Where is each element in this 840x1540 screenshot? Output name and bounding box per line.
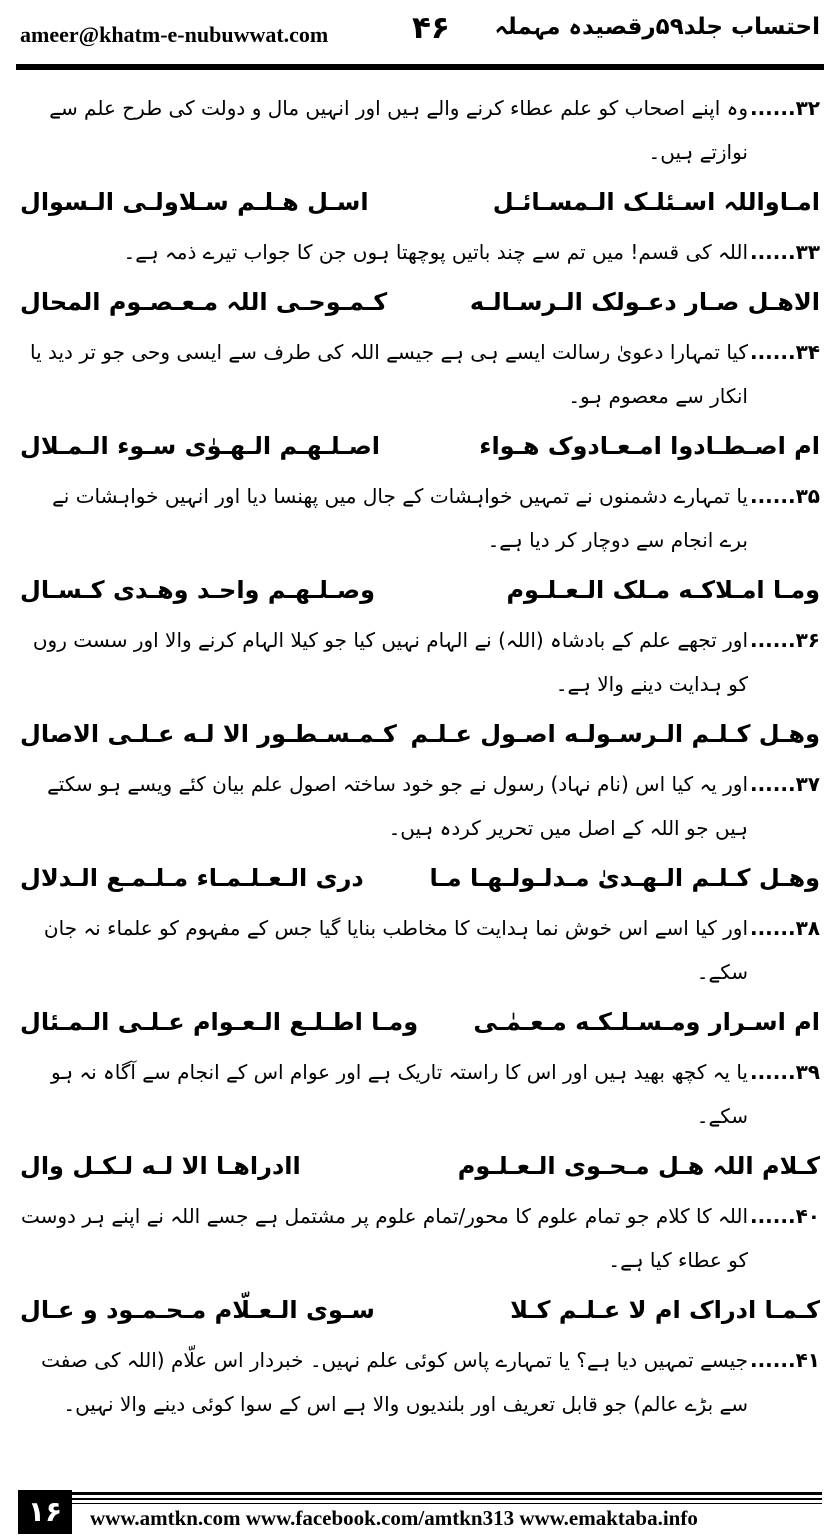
translation-line: [20, 330, 820, 418]
verse-hemistich-left: سـوی الـعـلّام مـحـمـود و عـال: [20, 1296, 375, 1324]
translation-text: کیا تمہارا دعویٰ رسالت ایسے ہی ہے جیسے اللہ کی طرف سے ایسی وحی جو تر دید یا انکار سے معصوم ہو۔: [29, 340, 748, 408]
entry-33: [20, 174, 820, 274]
entry-number: ۳۳......: [749, 240, 820, 264]
entry-39: [20, 994, 820, 1138]
verse-hemistich-right: وهـل کـلـم الـهـدیٰ مـدلـولـهـا مـا: [429, 864, 820, 892]
entry-number: ۳۷......: [749, 772, 820, 796]
translation-line: [20, 762, 820, 850]
entry-number: ۴۱......: [749, 1348, 820, 1372]
entry-number: ۳۶......: [749, 628, 820, 652]
translation-line: [20, 86, 820, 174]
verse-hemistich-left: اسـل هـلـم سـلاولـی الـسوال: [20, 188, 369, 216]
footer-rule: [72, 1498, 822, 1500]
footer-page-number: ۱۶: [18, 1490, 72, 1534]
translation-text: وہ اپنے اصحاب کو علم عطاء کرنے والے ہیں اور انہیں مال و دولت کی طرح علم سے نوازتے ہیں۔: [49, 96, 748, 164]
translation-text: اور تجھے علم کے بادشاہ (اللہ) نے الہام نہیں کیا جو کیلا الہام کرنے والا اور سست روں کو ہدایت دینے والا ہے۔: [32, 628, 748, 696]
page-header: [16, 0, 824, 66]
verse-hemistich-left: کـمـوحـی اللہ مـعـصـوم المحال: [20, 288, 388, 316]
verse-hemistich-left: وصـلـهـم واحـد وهـدی کـسـال: [20, 576, 375, 604]
translation-text: یا تمہارے دشمنوں نے تمہیں خواہشات کے جال میں پھنسا دیا اور انہیں خواہشات نے برے انجام سے دوچار کر دیا ہے۔: [52, 484, 748, 552]
verse-hemistich-right: ام اسـرار ومـسـلـکـه مـعـمٰـی: [473, 1008, 820, 1036]
verse-line: [20, 706, 820, 762]
header-page-number: ۴۶: [412, 10, 450, 46]
verse-line: [20, 562, 820, 618]
verse-line: [20, 274, 820, 330]
verse-line: [20, 418, 820, 474]
content: [20, 82, 820, 1426]
verse-hemistich-left: ومـا اطـلـع الـعـوام عـلـی الـمـئال: [20, 1008, 419, 1036]
entry-32: [20, 86, 820, 174]
entry-34: [20, 274, 820, 418]
footer-urls[interactable]: www.amtkn.com www.facebook.com/amtkn313 www.emaktaba.info: [90, 1506, 698, 1530]
translation-line: [20, 1338, 820, 1426]
entry-36: [20, 562, 820, 706]
verse-hemistich-right: ام اصـطـادوا امـعـادوک هـواء: [479, 432, 820, 460]
entry-number: ۳۲......: [749, 96, 820, 120]
verse-hemistich-left: کـمـسـطـور الا لـه عـلـی الاصال: [20, 720, 397, 748]
entry-40: [20, 1138, 820, 1282]
translation-text: اور یہ کیا اس (نام نہاد) رسول نے جو خود ساختہ اصول علم بیان کئے ویسے ہو سکتے ہیں جو اللہ کے اصل میں تحریر کردہ ہیں۔: [47, 772, 748, 840]
entry-38: [20, 850, 820, 994]
translation-text: اللہ کی قسم! میں تم سے چند باتیں پوچھتا ہوں جن کا جواب تیرے ذمہ ہے۔: [123, 240, 748, 264]
footer-rule: [72, 1492, 822, 1495]
translation-line: [20, 474, 820, 562]
entry-number: ۳۴......: [749, 340, 820, 364]
verse-hemistich-right: الاهـل صـار دعـولک الـرسـالـه: [469, 288, 820, 316]
verse-hemistich-right: وهـل کـلـم الـرسـولـه اصـول عـلـم: [410, 720, 820, 748]
verse-line: [20, 174, 820, 230]
verse-hemistich-left: اصـلـهـم الـهـوٰی سـوء الـمـلال: [20, 432, 380, 460]
entry-37: [20, 706, 820, 850]
verse-line: [20, 1138, 820, 1194]
verse-line: [20, 994, 820, 1050]
entry-number: ۴۰......: [749, 1204, 820, 1228]
translation-text: یا یہ کچھ بھید ہیں اور اس کا راستہ تاریک ہے اور عوام اس کے انجام سے آگاہ نہ ہو سکے۔: [50, 1060, 748, 1128]
verse-hemistich-right: ومـا امـلاکـه مـلک الـعـلـوم: [506, 576, 820, 604]
verse-hemistich-right: کـمـا ادراک ام لا عـلـم کـلا: [510, 1296, 820, 1324]
verse-hemistich-right: امـاواللہ اسـئلـک الـمسـائـل: [492, 188, 820, 216]
verse-hemistich-left: اادراهـا الا لـه لـکـل وال: [20, 1152, 301, 1180]
translation-text: اللہ کا کلام جو تمام علوم کا محور/تمام علوم پر مشتمل ہے جسے اللہ نے اپنے ہر دوست کو عطاء کیا ہے۔: [20, 1204, 748, 1272]
header-title: احتساب جلد۵۹رقصیدہ مہملہ: [494, 14, 820, 40]
translation-line: [20, 906, 820, 994]
translation-text: اور کیا اسے اس خوش نما ہدایت کا مخاطب بنایا گیا جس کے مفہوم کو علماء نہ جان سکے۔: [43, 916, 748, 984]
entry-number: ۳۹......: [749, 1060, 820, 1084]
translation-line: [20, 1050, 820, 1138]
header-email[interactable]: ameer@khatm-e-nubuwwat.com: [20, 22, 329, 47]
verse-hemistich-left: دری الـعـلـمـاء مـلـمـع الـدلال: [20, 864, 364, 892]
translation-line: [20, 230, 820, 274]
verse-line: [20, 1282, 820, 1338]
translation-text: جیسے تمہیں دیا ہے؟ یا تمہارے پاس کوئی علم نہیں۔ خبردار اس علّام (اللہ کی صفت سے بڑے عالم) جو قابل تعریف اور بلندیوں والا ہے اس کے سوا کوئی دینے والا نہیں۔: [41, 1348, 748, 1416]
page-footer: [18, 1490, 822, 1534]
header-rule: [16, 64, 824, 70]
entry-35: [20, 418, 820, 562]
entry-41: [20, 1282, 820, 1426]
verse-line: [20, 850, 820, 906]
entry-number: ۳۸......: [749, 916, 820, 940]
verse-hemistich-right: کـلام اللہ هـل مـحـوی الـعـلـوم: [457, 1152, 820, 1180]
footer-rule: [72, 1503, 822, 1504]
translation-line: [20, 618, 820, 706]
entry-number: ۳۵......: [749, 484, 820, 508]
translation-line: [20, 1194, 820, 1282]
